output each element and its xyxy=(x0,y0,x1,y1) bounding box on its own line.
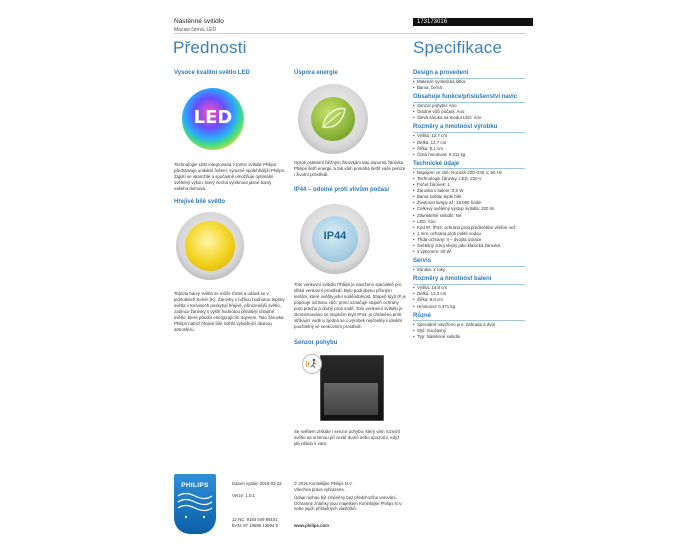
website-link[interactable]: www.philips.com xyxy=(294,523,329,528)
spec-item: • Světelný zdroj stejný jako klasická žárovka xyxy=(413,243,528,249)
spec-item: • Napájení ze sítě: Rozsah 220–240 V, 50 Hz xyxy=(413,170,528,176)
spec-item: • Délka: 13,3 cm xyxy=(413,291,528,297)
spec-section-title: Různé xyxy=(413,312,431,319)
motion-sensor-icon xyxy=(302,354,322,374)
spec-item: • Ztlumitelné svítidlo: Ne xyxy=(413,213,528,219)
spec-section-title: Design a provedení xyxy=(413,70,469,76)
product-name: Nástěnné svítidlo xyxy=(174,18,224,25)
spec-item: • Slevá záruka na modul LED: Ano xyxy=(413,115,528,121)
warm-light-badge xyxy=(176,212,244,280)
feature-energy-text: Oproti ostatním běžným žárovkám tato úsporná žárovka Philips šetří energii, a tak vám pomáhá šetřit vaše peníze i životní prostředí. xyxy=(294,160,406,177)
sensor-product-image xyxy=(298,350,406,422)
spec-item: • Záruka: 2 roky xyxy=(413,267,528,273)
spec-item: • Žárovka v balení: 3,5 W xyxy=(413,188,528,194)
feature-led-title: Vysoce kvalitní světlo LED xyxy=(174,70,250,76)
spec-item: • Počet žárovek: 1 xyxy=(413,182,528,188)
spec-item: • Odolné vůči počasí: Ano xyxy=(413,109,528,115)
feature-sensor-text: Se světlem získáte i senzor pohybu, který vám rozsvítí světlo na určenou při cestě domů nebo upozorní, když jde někdo k vám. xyxy=(294,429,400,446)
feature-sensor-title: Senzor pohybu xyxy=(294,340,338,346)
spec-item: • 1 mm, ochrana proti polité vodou xyxy=(413,231,528,237)
feature-energy-title: Úspora energie xyxy=(294,70,338,76)
spec-item: • Životnost lampy až: 15 000 hodin xyxy=(413,200,528,206)
spec-item: • Technologie žárovky: LED, 230 V xyxy=(413,176,528,182)
brand-name: PHILIPS xyxy=(181,482,209,489)
led-icon-text: LED xyxy=(193,107,233,128)
spec-item: • Styl: Současný xyxy=(413,328,528,334)
spec-item: • Materiál: syntetická látka xyxy=(413,79,528,85)
spec-item: • Hmotnost: 0,371 kg xyxy=(413,304,528,310)
ean-code: EAN: 87 18696 13594 6 xyxy=(232,523,278,528)
issue-date: Datum vydání 2016-03-22 xyxy=(232,481,282,486)
philips-shield-logo xyxy=(174,474,216,534)
version: Verze: 1.0.1 xyxy=(232,493,255,498)
ip44-badge xyxy=(300,204,370,274)
spec-item: • s výkonem: 30 W xyxy=(413,249,528,255)
feature-white-title: Hřejivé bílé světlo xyxy=(174,199,226,205)
spec-item: • Speciálně navrženo pro: Zahrada a dvůr xyxy=(413,322,528,328)
spec-list xyxy=(413,70,528,340)
nc-code: 12 NC: 9150 049 89101 xyxy=(232,517,278,522)
feature-ip44-title: IP44 – odolné proti vlivům počasí xyxy=(294,187,390,193)
spec-item: • Kód IP: IP44, ochrana proti předmětům větším než xyxy=(413,225,528,231)
header-divider xyxy=(174,33,526,34)
bulb-glow-icon xyxy=(185,221,235,271)
spec-item: • Čistá hmotnost: 0,311 kg xyxy=(413,152,528,158)
led-icon xyxy=(182,88,244,150)
rights: Všechna práva vyhrazena. xyxy=(294,487,345,492)
spec-item: • Barva světla: teplé bílé xyxy=(413,194,528,200)
spec-section-title: Servis xyxy=(413,258,432,265)
ip44-icon-text: IP44 xyxy=(323,230,347,242)
spec-section-title: Technické údaje xyxy=(413,160,460,167)
energy-badge xyxy=(298,84,368,154)
spec-item: • LED: Ano xyxy=(413,219,528,225)
right-heading: Specifikace xyxy=(413,38,503,57)
leaf-icon xyxy=(311,97,355,141)
product-code: 173173016 xyxy=(413,18,533,26)
left-heading: Přednosti xyxy=(173,38,247,57)
spec-item: • Typ: Nástěnné svítidlo xyxy=(413,334,528,340)
spec-item: • Šířka: 9,8 cm xyxy=(413,297,528,303)
feature-led-text: Technologie LED integrovaná v tomto svítidle Philips představuje unikátní řešení, výrazně spolehlivější Philips. Zajistí se okamžité a současně umožňuje optimální světelný výkon, který nechá vyniknout jasné barvy vašeho domova. xyxy=(174,162,286,191)
product-subtitle: Macaw černá, LED xyxy=(174,27,217,33)
lamp-lens xyxy=(324,383,378,415)
spec-section-title: Obsahuje funkce/příslušenství navíc xyxy=(413,94,518,101)
spec-item: • Celkový světelný výstup svítidla: 320 lm xyxy=(413,206,528,212)
water-drop-icon xyxy=(312,216,358,262)
copyright: © 2016 Koninklijke Philips N.V. xyxy=(294,481,353,486)
spec-section-title: Rozměry a hmotnost výrobku xyxy=(413,124,498,131)
feature-ip44-text: Toto venkovní svítidlo Philips je navrženo speciálně pro vlhká venkovní prostředí. Bylo podrobeno přísným testům, které ověřily jeho voděodolnost. Stupeň krytí IP je popisuje ochranu vůči: první označuje stupeň ochrany proti prachu a druhý proti vodě. Toto venkovní svítidlo je zkonstruováno se stupněm krytí IP44, je chráněno proti stříkající vodě a zjedná se o výrobek nejčastěji s ideální použitelný ve venkovním prostředí. xyxy=(294,282,406,329)
spec-item: • Šířka: 9,1 cm xyxy=(413,146,528,152)
disclaimer: Údaje mohou být změněny bez předchozího varování. Ochranné známky jsou majetkem Koninklijke Philips N.V. nebo jejich příslušných vlastníků. xyxy=(294,495,403,512)
spec-item: • Výška: 14,8 cm xyxy=(413,285,528,291)
spec-item: • Délka: 12,7 cm xyxy=(413,140,528,146)
spec-item: • Barva: černá xyxy=(413,85,528,91)
spec-item: • Třída ochrany: II – dvojitá izolace xyxy=(413,237,528,243)
spec-section-title: Rozměry a hmotnost balení xyxy=(413,276,492,283)
feature-white-text: Teplota barvy světla se může různit a udává se v jednotkách Kelvin (K). Žárovky s nižšou hodnotou teploty světla v Kelvinech poskytují hřejivé, přirozenější světlo, zatímco žárovky s vyšší hodnotou přinášejí chladné světlo, které působí energizujícím dojmem. Tato žárovka Philips nabízí hřejivé bílé světlo vytvářející útulnou atmosféru. xyxy=(174,291,285,332)
spec-item: • Senzor pohybu: Ano xyxy=(413,103,528,109)
spec-item: • Výška: 12,7 cm xyxy=(413,133,528,139)
